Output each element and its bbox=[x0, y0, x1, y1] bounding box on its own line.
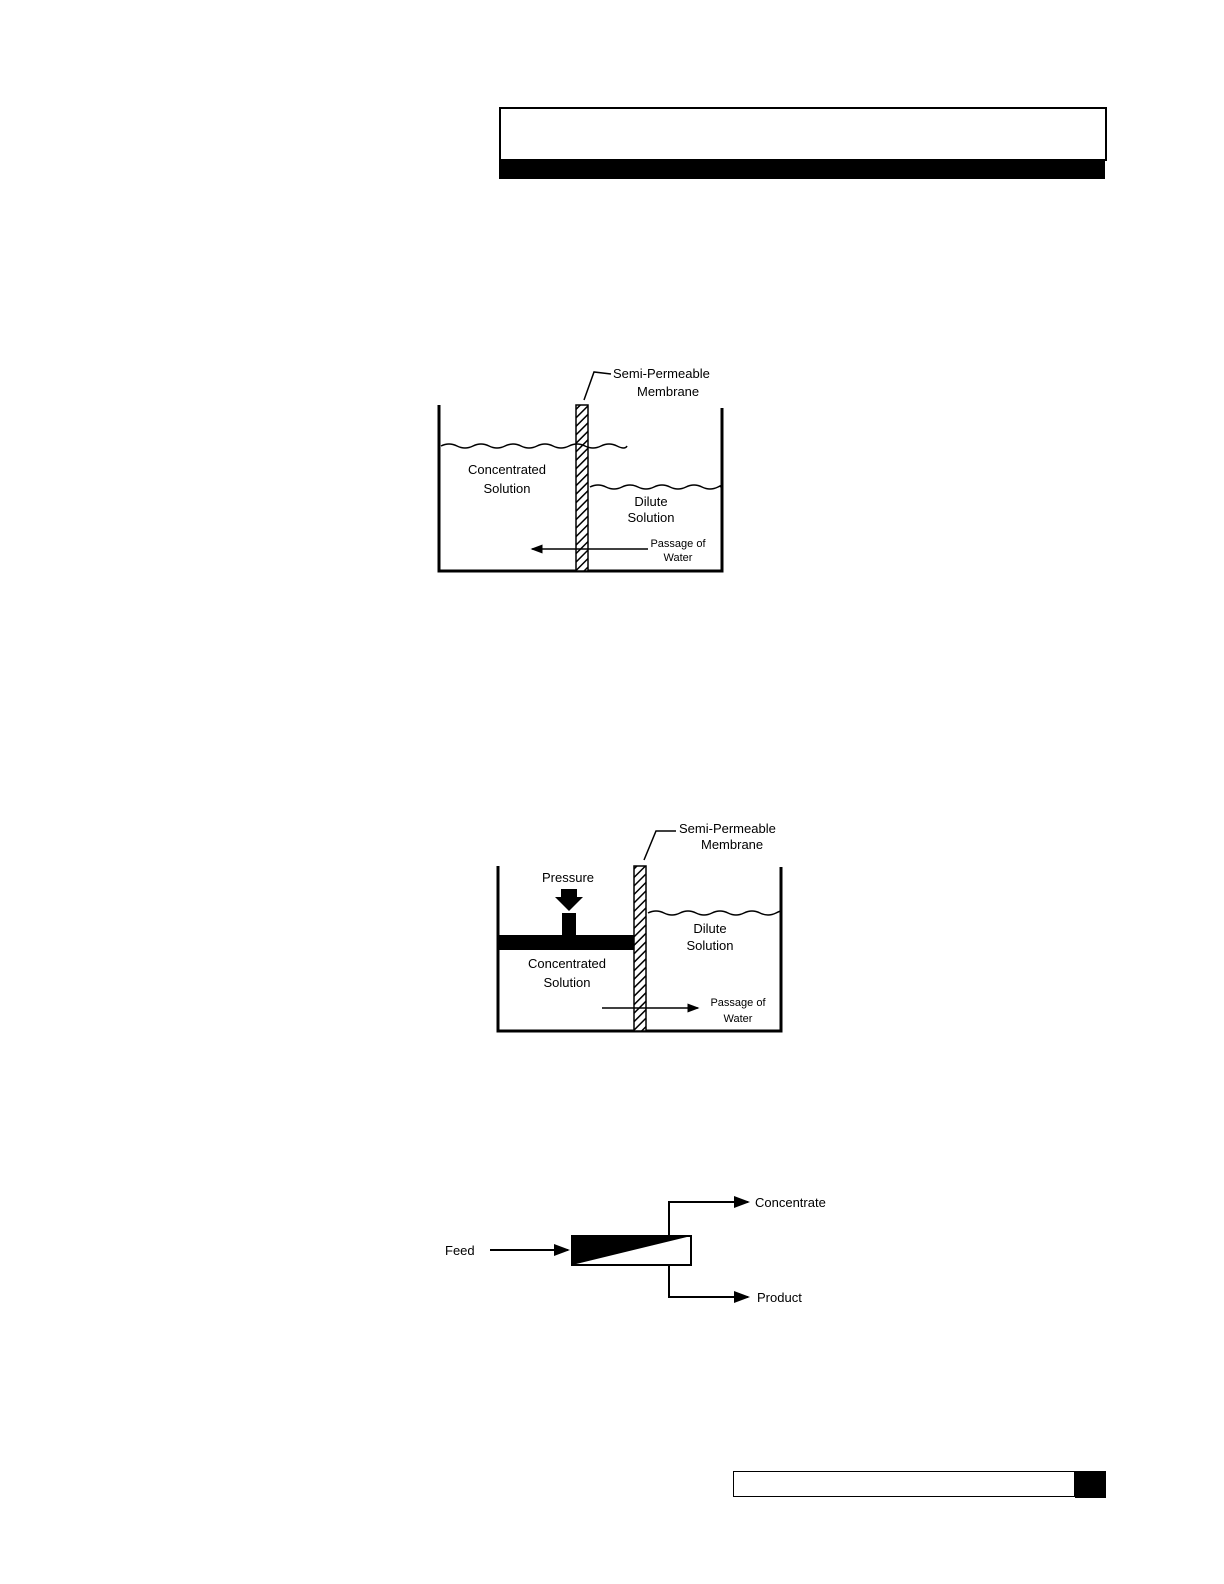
dilute-label-line2: Solution bbox=[627, 510, 675, 525]
dilute-water-level bbox=[590, 485, 723, 489]
piston-plate bbox=[499, 935, 635, 950]
reverse-osmosis-diagram bbox=[498, 821, 781, 1031]
footer-box bbox=[733, 1471, 1075, 1497]
membrane bbox=[576, 405, 588, 571]
membrane-label-line1: Semi-Permeable bbox=[679, 821, 776, 836]
flow-label-line1: Passage of bbox=[710, 997, 766, 1009]
concentrate-line bbox=[669, 1202, 748, 1236]
dilute-label-line1: Dilute bbox=[693, 921, 727, 936]
membrane-label-line2: Membrane bbox=[637, 384, 700, 399]
membrane-leader-line bbox=[644, 831, 676, 860]
concentrated-label-line1: Concentrated bbox=[527, 956, 607, 971]
flow-label-line2: Water bbox=[663, 552, 693, 564]
membrane-label-line1: Semi-Permeable bbox=[613, 366, 710, 381]
pressure-arrow-icon bbox=[555, 889, 583, 911]
flow-label-line2: Water bbox=[723, 1013, 753, 1025]
membrane bbox=[634, 866, 646, 1031]
concentrate-label: Concentrate bbox=[755, 1195, 826, 1210]
osmosis-diagram bbox=[439, 366, 723, 571]
dilute-label-line2: Solution bbox=[686, 938, 734, 953]
ro-flow-schematic bbox=[445, 1195, 826, 1305]
flow-label-line1: Passage of bbox=[650, 538, 706, 550]
product-label: Product bbox=[757, 1290, 802, 1305]
membrane-leader-line bbox=[584, 372, 611, 400]
dilute-water-level bbox=[648, 911, 781, 915]
dilute-label-line1: Dilute bbox=[634, 494, 668, 509]
membrane-label-line2: Membrane bbox=[701, 837, 764, 852]
piston-rod bbox=[562, 913, 576, 935]
pressure-label: Pressure bbox=[541, 870, 595, 885]
concentrated-label-line1: Concentrated bbox=[467, 462, 547, 477]
feed-label: Feed bbox=[445, 1243, 475, 1258]
concentrated-label-line2: Solution bbox=[543, 975, 591, 990]
footer-page-tab bbox=[1075, 1471, 1106, 1498]
concentrated-water-level bbox=[441, 444, 627, 448]
product-line bbox=[669, 1265, 748, 1297]
concentrated-label-line2: Solution bbox=[483, 481, 531, 496]
